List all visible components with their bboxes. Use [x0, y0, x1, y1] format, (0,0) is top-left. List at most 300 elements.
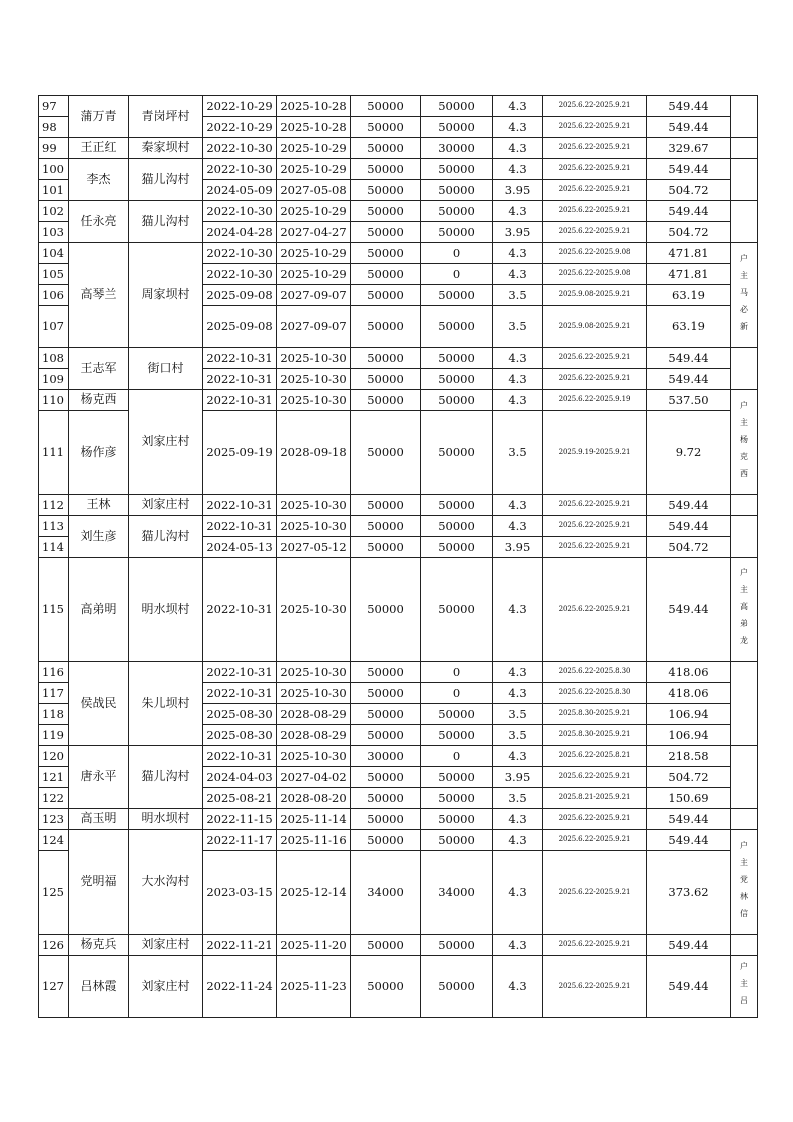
row-number: 115	[39, 558, 69, 662]
loan-balance: 50000	[421, 725, 493, 746]
start-date: 2024-05-13	[203, 537, 277, 558]
loan-amount: 50000	[351, 662, 421, 683]
loan-amount: 50000	[351, 558, 421, 662]
borrower-name: 党明福	[69, 830, 129, 935]
remark-char: 户	[740, 962, 748, 971]
remark-cell	[731, 662, 758, 746]
row-number: 122	[39, 788, 69, 809]
interest-amount: 106.94	[647, 704, 731, 725]
loan-balance: 50000	[421, 537, 493, 558]
loan-balance: 50000	[421, 180, 493, 201]
loan-balance: 0	[421, 662, 493, 683]
interest-period: 2025.6.22-2025.9.21	[543, 851, 647, 935]
interest-amount: 549.44	[647, 96, 731, 117]
borrower-name: 王林	[69, 495, 129, 516]
interest-amount: 504.72	[647, 537, 731, 558]
table-row	[39, 809, 758, 830]
start-date: 2022-11-17	[203, 830, 277, 851]
loan-balance: 0	[421, 264, 493, 285]
interest-period: 2025.6.22-2025.8.30	[543, 662, 647, 683]
row-number: 97	[39, 96, 69, 117]
remark-cell	[731, 746, 758, 809]
start-date: 2024-04-28	[203, 222, 277, 243]
table-row	[39, 159, 758, 180]
remark-char: 户	[740, 400, 748, 410]
start-date: 2022-11-21	[203, 935, 277, 956]
loan-balance: 50000	[421, 390, 493, 411]
interest-rate: 3.95	[493, 537, 543, 558]
loan-amount: 50000	[351, 159, 421, 180]
loan-balance: 50000	[421, 96, 493, 117]
borrower-name: 刘生彦	[69, 516, 129, 558]
start-date: 2022-10-31	[203, 662, 277, 683]
interest-rate: 3.5	[493, 306, 543, 348]
remark-char: 户	[740, 253, 748, 263]
interest-amount: 418.06	[647, 662, 731, 683]
row-number: 109	[39, 369, 69, 390]
loan-amount: 50000	[351, 411, 421, 495]
row-number: 114	[39, 537, 69, 558]
end-date: 2028-09-18	[277, 411, 351, 495]
start-date: 2023-03-15	[203, 851, 277, 935]
row-number: 125	[39, 851, 69, 935]
loan-amount: 50000	[351, 390, 421, 411]
interest-period: 2025.6.22-2025.9.21	[543, 222, 647, 243]
interest-period: 2025.6.22-2025.9.21	[543, 537, 647, 558]
borrower-name: 高弟明	[69, 558, 129, 662]
loan-amount: 50000	[351, 264, 421, 285]
row-number: 124	[39, 830, 69, 851]
interest-rate: 4.3	[493, 117, 543, 138]
interest-amount: 549.44	[647, 201, 731, 222]
table-row	[39, 348, 758, 369]
interest-rate: 3.95	[493, 180, 543, 201]
remark-cell	[731, 201, 758, 243]
interest-rate: 4.3	[493, 516, 543, 537]
interest-rate: 3.95	[493, 222, 543, 243]
remark-char: 林	[740, 891, 748, 901]
loan-amount: 50000	[351, 956, 421, 1018]
end-date: 2025-10-30	[277, 558, 351, 662]
borrower-name: 蒲万青	[69, 96, 129, 138]
end-date: 2025-11-20	[277, 935, 351, 956]
loan-balance: 50000	[421, 159, 493, 180]
remark-char: 主	[740, 585, 748, 594]
loan-balance: 50000	[421, 222, 493, 243]
start-date: 2025-09-08	[203, 306, 277, 348]
row-number: 110	[39, 390, 69, 411]
interest-period: 2025.6.22-2025.9.08	[543, 243, 647, 264]
end-date: 2025-10-30	[277, 369, 351, 390]
loan-amount: 50000	[351, 222, 421, 243]
interest-period: 2025.6.22-2025.8.30	[543, 683, 647, 704]
interest-amount: 504.72	[647, 222, 731, 243]
remark-char: 户	[740, 840, 748, 850]
interest-amount: 218.58	[647, 746, 731, 767]
interest-amount: 549.44	[647, 516, 731, 537]
remark-cell	[731, 956, 758, 1018]
start-date: 2022-10-30	[203, 159, 277, 180]
loan-balance: 50000	[421, 285, 493, 306]
borrower-name: 任永亮	[69, 201, 129, 243]
interest-amount: 329.67	[647, 138, 731, 159]
end-date: 2025-11-16	[277, 830, 351, 851]
row-number: 127	[39, 956, 69, 1018]
remark-cell	[731, 516, 758, 558]
loan-balance: 50000	[421, 117, 493, 138]
village-name: 明水坝村	[129, 558, 203, 662]
borrower-name: 杨作彦	[69, 411, 129, 495]
row-number: 106	[39, 285, 69, 306]
interest-period: 2025.6.22-2025.9.21	[543, 830, 647, 851]
interest-period: 2025.6.22-2025.9.21	[543, 138, 647, 159]
remark-char: 龙	[740, 636, 748, 645]
interest-rate: 4.3	[493, 138, 543, 159]
interest-rate: 4.3	[493, 851, 543, 935]
interest-period: 2025.8.30-2025.9.21	[543, 704, 647, 725]
interest-period: 2025.8.21-2025.9.21	[543, 788, 647, 809]
interest-amount: 549.44	[647, 956, 731, 1018]
remark-cell	[731, 96, 758, 138]
table-row	[39, 201, 758, 222]
loan-amount: 50000	[351, 285, 421, 306]
loan-amount: 50000	[351, 704, 421, 725]
loan-balance: 34000	[421, 851, 493, 935]
remark-char: 新	[740, 321, 748, 331]
interest-rate: 4.3	[493, 935, 543, 956]
row-number: 102	[39, 201, 69, 222]
loan-balance: 50000	[421, 704, 493, 725]
end-date: 2025-10-30	[277, 662, 351, 683]
interest-period: 2025.6.22-2025.9.21	[543, 516, 647, 537]
end-date: 2025-10-30	[277, 390, 351, 411]
interest-rate: 3.5	[493, 704, 543, 725]
interest-rate: 4.3	[493, 348, 543, 369]
remark-char: 吕	[740, 996, 748, 1005]
end-date: 2025-10-30	[277, 516, 351, 537]
remark-char: 主	[740, 417, 748, 427]
interest-amount: 549.44	[647, 369, 731, 390]
row-number: 100	[39, 159, 69, 180]
interest-amount: 549.44	[647, 809, 731, 830]
interest-amount: 504.72	[647, 767, 731, 788]
end-date: 2025-12-14	[277, 851, 351, 935]
interest-period: 2025.6.22-2025.9.21	[543, 348, 647, 369]
village-name: 朱儿坝村	[129, 662, 203, 746]
start-date: 2022-10-30	[203, 264, 277, 285]
interest-period: 2025.6.22-2025.9.21	[543, 935, 647, 956]
interest-amount: 549.44	[647, 495, 731, 516]
end-date: 2025-10-29	[277, 201, 351, 222]
row-number: 126	[39, 935, 69, 956]
interest-rate: 4.3	[493, 264, 543, 285]
remark-char: 主	[740, 857, 748, 867]
interest-period: 2025.6.22-2025.9.21	[543, 180, 647, 201]
table-row	[39, 662, 758, 683]
interest-rate: 3.5	[493, 788, 543, 809]
end-date: 2027-04-02	[277, 767, 351, 788]
table-row	[39, 935, 758, 956]
village-name: 猫儿沟村	[129, 201, 203, 243]
end-date: 2027-09-07	[277, 285, 351, 306]
remark-char: 马	[740, 287, 748, 297]
borrower-name: 吕林霞	[69, 956, 129, 1018]
interest-rate: 4.3	[493, 683, 543, 704]
row-number: 101	[39, 180, 69, 201]
remark-cell	[731, 138, 758, 159]
village-name: 明水坝村	[129, 809, 203, 830]
end-date: 2025-10-28	[277, 117, 351, 138]
village-name: 街口村	[129, 348, 203, 390]
borrower-name: 王正红	[69, 138, 129, 159]
loan-amount: 34000	[351, 851, 421, 935]
row-number: 107	[39, 306, 69, 348]
interest-amount: 549.44	[647, 558, 731, 662]
interest-period: 2025.6.22-2025.9.08	[543, 264, 647, 285]
table-row	[39, 558, 758, 662]
interest-amount: 150.69	[647, 788, 731, 809]
loan-balance: 50000	[421, 809, 493, 830]
remark-char: 克	[740, 451, 748, 461]
remark-char: 主	[740, 270, 748, 280]
borrower-name: 高玉明	[69, 809, 129, 830]
start-date: 2022-10-31	[203, 390, 277, 411]
loan-amount: 50000	[351, 201, 421, 222]
loan-balance: 0	[421, 683, 493, 704]
loan-amount: 50000	[351, 96, 421, 117]
remark-char: 必	[740, 304, 748, 314]
loan-balance: 50000	[421, 935, 493, 956]
loan-amount: 50000	[351, 516, 421, 537]
table-row	[39, 956, 758, 1018]
village-name: 周家坝村	[129, 243, 203, 348]
start-date: 2025-09-08	[203, 285, 277, 306]
interest-rate: 3.5	[493, 285, 543, 306]
loan-amount: 50000	[351, 369, 421, 390]
loan-amount: 50000	[351, 809, 421, 830]
interest-amount: 549.44	[647, 159, 731, 180]
interest-rate: 4.3	[493, 96, 543, 117]
village-name: 刘家庄村	[129, 935, 203, 956]
interest-rate: 4.3	[493, 495, 543, 516]
end-date: 2027-05-08	[277, 180, 351, 201]
loan-balance: 30000	[421, 138, 493, 159]
village-name: 大水沟村	[129, 830, 203, 935]
loan-amount: 50000	[351, 725, 421, 746]
village-name: 刘家庄村	[129, 495, 203, 516]
loan-amount: 50000	[351, 180, 421, 201]
interest-period: 2025.6.22-2025.9.21	[543, 117, 647, 138]
loan-amount: 50000	[351, 138, 421, 159]
loan-amount: 50000	[351, 830, 421, 851]
interest-rate: 4.3	[493, 809, 543, 830]
interest-amount: 537.50	[647, 390, 731, 411]
remark-cell	[731, 809, 758, 830]
interest-rate: 4.3	[493, 243, 543, 264]
table-row	[39, 243, 758, 264]
start-date: 2022-10-31	[203, 746, 277, 767]
interest-period: 2025.6.22-2025.8.21	[543, 746, 647, 767]
loan-balance: 50000	[421, 767, 493, 788]
loan-interest-table	[38, 95, 758, 1018]
loan-amount: 50000	[351, 537, 421, 558]
end-date: 2027-04-27	[277, 222, 351, 243]
table-row	[39, 516, 758, 537]
interest-period: 2025.6.22-2025.9.19	[543, 390, 647, 411]
row-number: 108	[39, 348, 69, 369]
remark-char: 弟	[740, 619, 748, 628]
row-number: 123	[39, 809, 69, 830]
table-row	[39, 746, 758, 767]
loan-balance: 0	[421, 243, 493, 264]
interest-period: 2025.6.22-2025.9.21	[543, 767, 647, 788]
interest-amount: 549.44	[647, 830, 731, 851]
interest-rate: 4.3	[493, 159, 543, 180]
remark-cell	[731, 495, 758, 516]
interest-period: 2025.9.08-2025.9.21	[543, 285, 647, 306]
start-date: 2022-10-31	[203, 516, 277, 537]
row-number: 116	[39, 662, 69, 683]
loan-balance: 50000	[421, 558, 493, 662]
village-name: 猫儿沟村	[129, 516, 203, 558]
interest-amount: 373.62	[647, 851, 731, 935]
remark-char: 党	[740, 874, 748, 884]
remark-char: 信	[740, 908, 748, 918]
start-date: 2024-05-09	[203, 180, 277, 201]
row-number: 118	[39, 704, 69, 725]
end-date: 2028-08-20	[277, 788, 351, 809]
loan-balance: 0	[421, 746, 493, 767]
interest-rate: 4.3	[493, 558, 543, 662]
end-date: 2025-10-29	[277, 264, 351, 285]
row-number: 111	[39, 411, 69, 495]
row-number: 103	[39, 222, 69, 243]
row-number: 99	[39, 138, 69, 159]
interest-rate: 4.3	[493, 830, 543, 851]
table-row	[39, 390, 758, 411]
table-row	[39, 495, 758, 516]
start-date: 2022-10-31	[203, 558, 277, 662]
start-date: 2025-08-30	[203, 704, 277, 725]
loan-amount: 50000	[351, 788, 421, 809]
interest-period: 2025.9.19-2025.9.21	[543, 411, 647, 495]
loan-balance: 50000	[421, 516, 493, 537]
end-date: 2025-10-28	[277, 96, 351, 117]
loan-amount: 50000	[351, 348, 421, 369]
remark-cell	[731, 348, 758, 390]
loan-amount: 50000	[351, 767, 421, 788]
interest-period: 2025.8.30-2025.9.21	[543, 725, 647, 746]
interest-period: 2025.6.22-2025.9.21	[543, 809, 647, 830]
interest-amount: 549.44	[647, 935, 731, 956]
end-date: 2025-10-30	[277, 683, 351, 704]
table-row	[39, 138, 758, 159]
table-body	[39, 96, 758, 1018]
loan-amount: 50000	[351, 306, 421, 348]
loan-amount: 50000	[351, 243, 421, 264]
start-date: 2022-10-31	[203, 369, 277, 390]
loan-balance: 50000	[421, 306, 493, 348]
start-date: 2022-10-31	[203, 495, 277, 516]
interest-period: 2025.9.08-2025.9.21	[543, 306, 647, 348]
start-date: 2022-10-31	[203, 683, 277, 704]
loan-balance: 50000	[421, 411, 493, 495]
loan-balance: 50000	[421, 956, 493, 1018]
end-date: 2025-10-30	[277, 495, 351, 516]
interest-period: 2025.6.22-2025.9.21	[543, 201, 647, 222]
interest-amount: 549.44	[647, 348, 731, 369]
end-date: 2025-11-14	[277, 809, 351, 830]
interest-amount: 504.72	[647, 180, 731, 201]
table-row	[39, 830, 758, 851]
remark-cell	[731, 159, 758, 201]
end-date: 2027-09-07	[277, 306, 351, 348]
borrower-name: 李杰	[69, 159, 129, 201]
loan-balance: 50000	[421, 369, 493, 390]
start-date: 2022-10-29	[203, 96, 277, 117]
interest-amount: 63.19	[647, 285, 731, 306]
row-number: 113	[39, 516, 69, 537]
remark-cell	[731, 558, 758, 662]
remark-char: 主	[740, 979, 748, 988]
village-name: 刘家庄村	[129, 390, 203, 495]
borrower-name: 高琴兰	[69, 243, 129, 348]
loan-amount: 50000	[351, 495, 421, 516]
row-number: 120	[39, 746, 69, 767]
village-name: 刘家庄村	[129, 956, 203, 1018]
interest-rate: 4.3	[493, 662, 543, 683]
remark-char: 户	[740, 568, 748, 577]
end-date: 2028-08-29	[277, 725, 351, 746]
loan-balance: 50000	[421, 495, 493, 516]
interest-rate: 4.3	[493, 369, 543, 390]
borrower-name: 杨克兵	[69, 935, 129, 956]
interest-rate: 3.5	[493, 725, 543, 746]
end-date: 2028-08-29	[277, 704, 351, 725]
start-date: 2024-04-03	[203, 767, 277, 788]
row-number: 121	[39, 767, 69, 788]
remark-char: 高	[740, 602, 748, 611]
table-row	[39, 96, 758, 117]
interest-amount: 9.72	[647, 411, 731, 495]
row-number: 105	[39, 264, 69, 285]
remark-cell	[731, 935, 758, 956]
loan-amount: 50000	[351, 683, 421, 704]
loan-balance: 50000	[421, 201, 493, 222]
start-date: 2022-10-29	[203, 117, 277, 138]
interest-amount: 549.44	[647, 117, 731, 138]
row-number: 98	[39, 117, 69, 138]
interest-rate: 4.3	[493, 956, 543, 1018]
end-date: 2027-05-12	[277, 537, 351, 558]
remark-char: 杨	[740, 434, 748, 444]
borrower-name: 侯战民	[69, 662, 129, 746]
start-date: 2022-10-30	[203, 243, 277, 264]
interest-amount: 106.94	[647, 725, 731, 746]
start-date: 2022-11-15	[203, 809, 277, 830]
loan-balance: 50000	[421, 348, 493, 369]
loan-balance: 50000	[421, 788, 493, 809]
loan-amount: 30000	[351, 746, 421, 767]
borrower-name: 唐永平	[69, 746, 129, 809]
interest-rate: 4.3	[493, 390, 543, 411]
end-date: 2025-10-29	[277, 138, 351, 159]
interest-amount: 471.81	[647, 243, 731, 264]
interest-period: 2025.6.22-2025.9.21	[543, 558, 647, 662]
interest-period: 2025.6.22-2025.9.21	[543, 159, 647, 180]
village-name: 秦家坝村	[129, 138, 203, 159]
village-name: 猫儿沟村	[129, 159, 203, 201]
